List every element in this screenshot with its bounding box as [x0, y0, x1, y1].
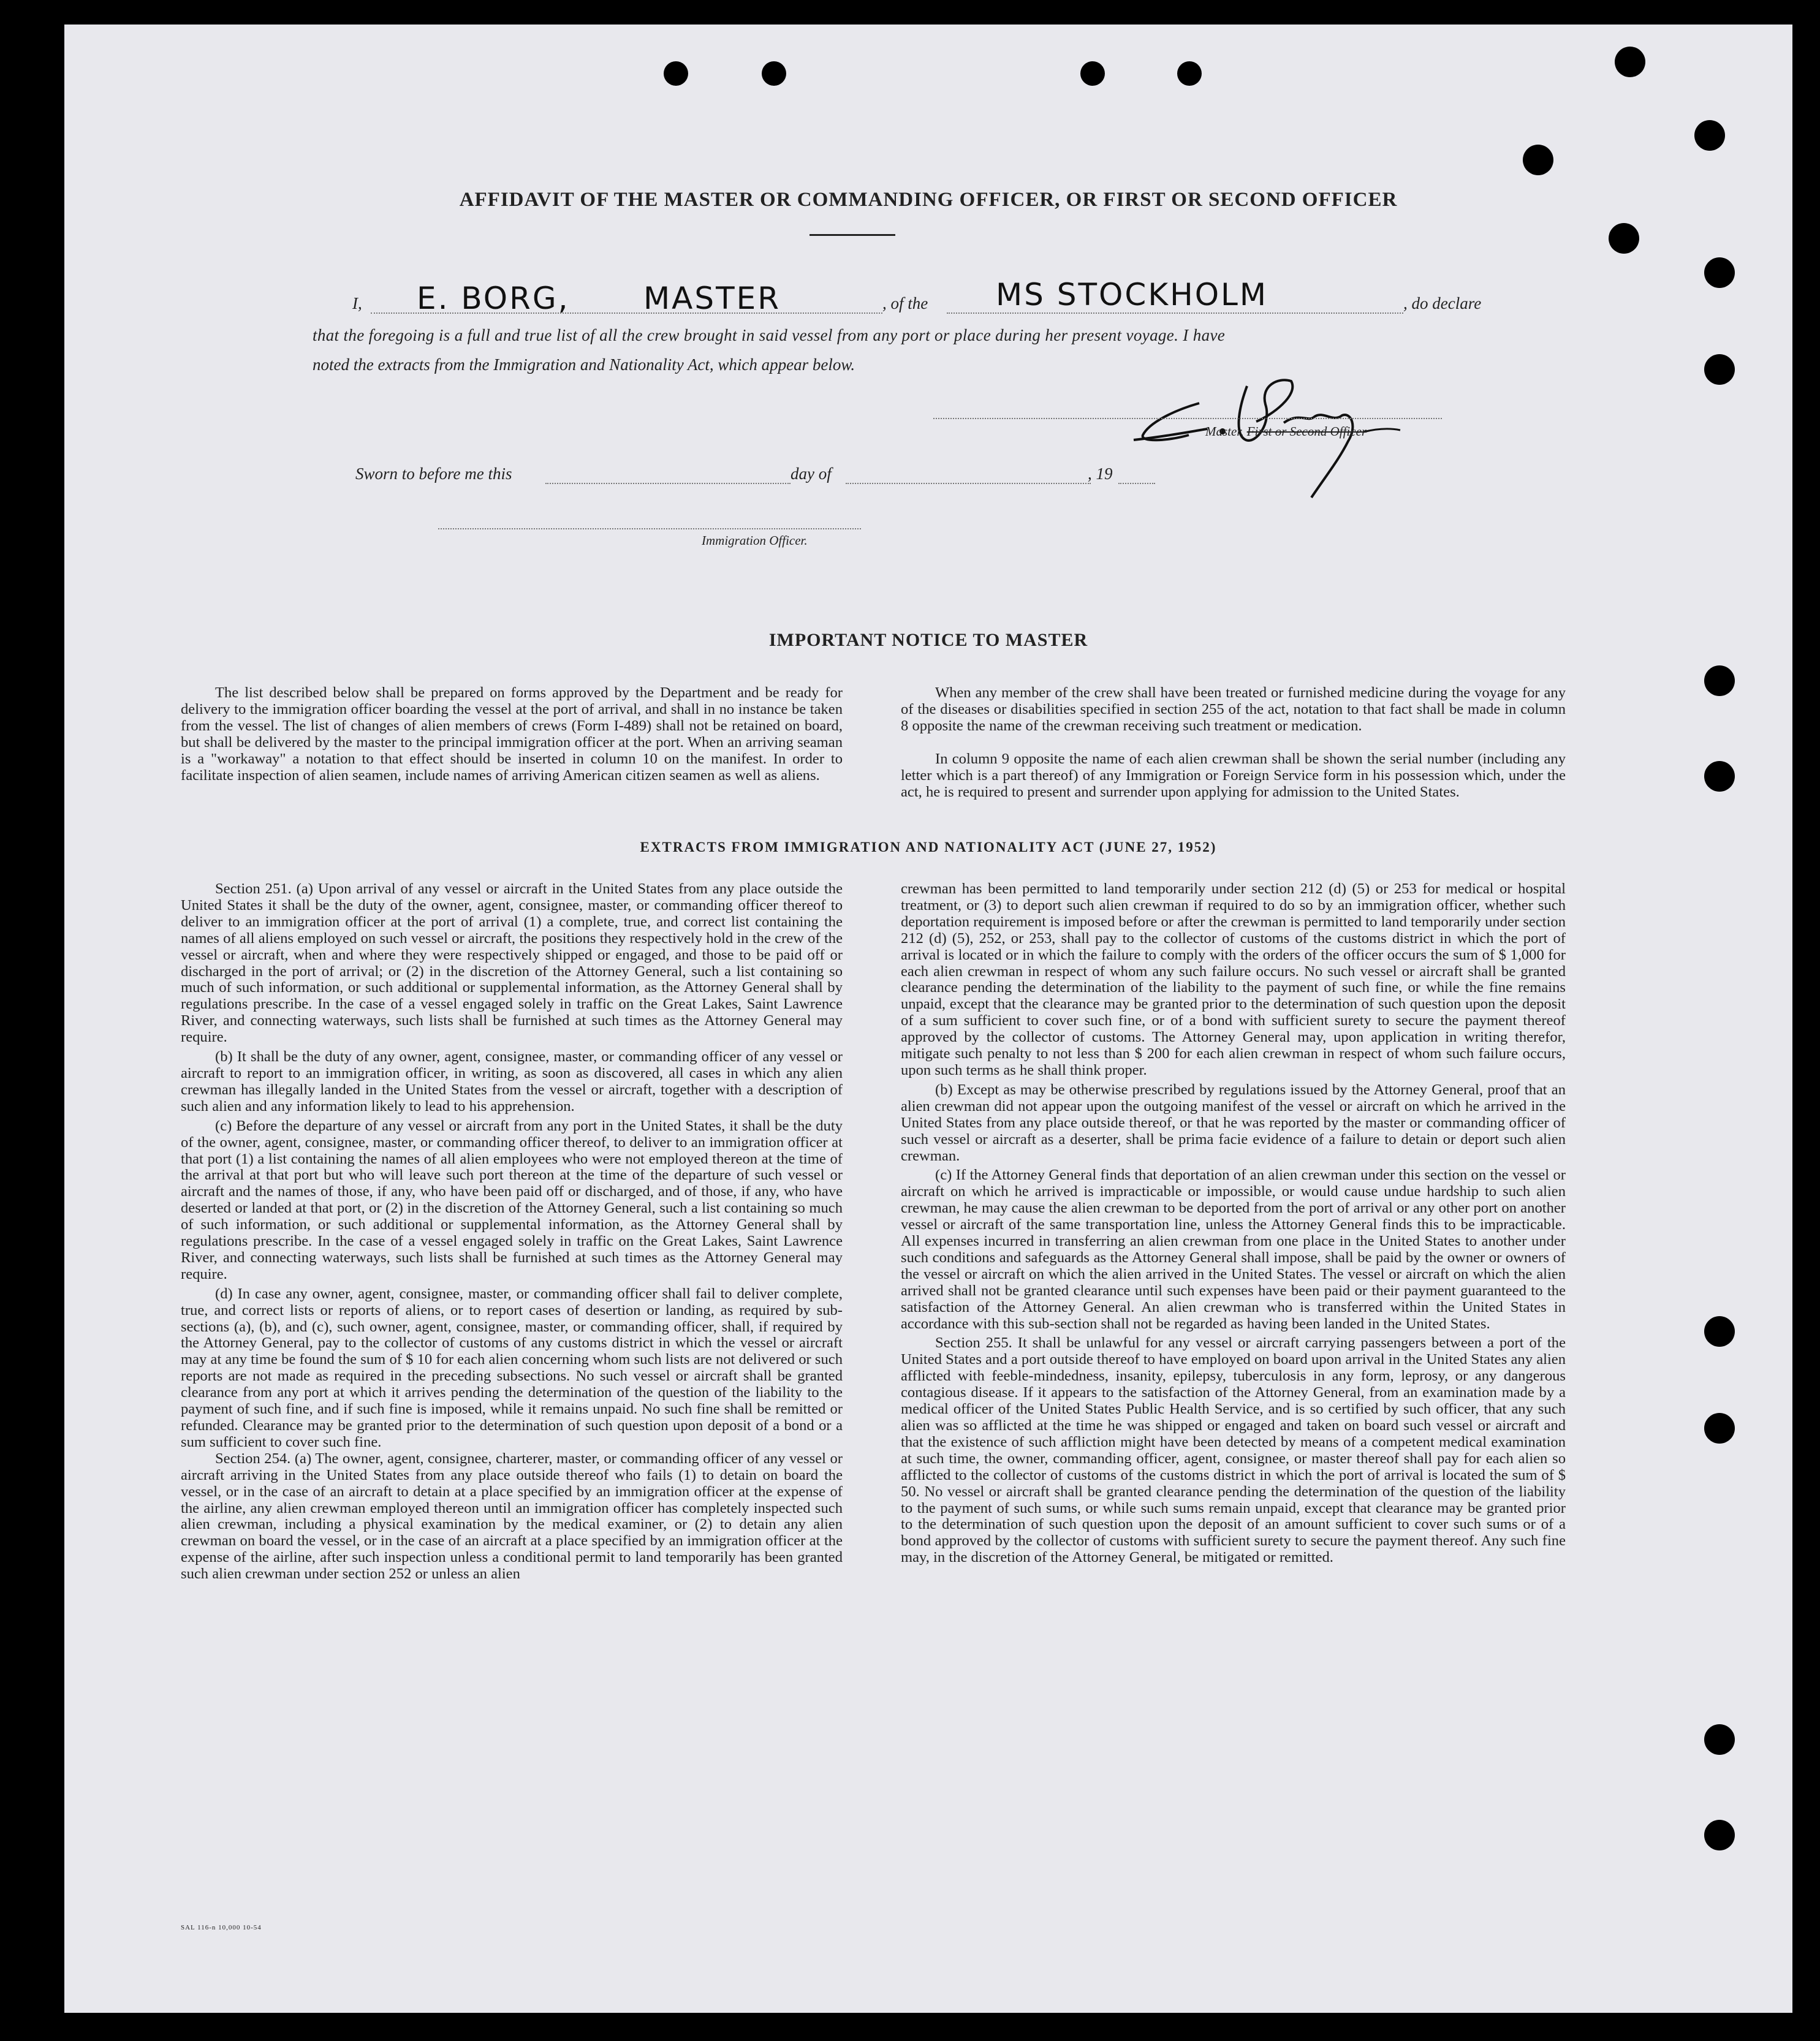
extracts-right-column [901, 881, 1566, 1566]
master-label: Master, [1205, 424, 1244, 439]
punch-hole [1523, 145, 1553, 175]
punch-hole [664, 61, 688, 86]
section-255: Section 255. It shall be unlawful for any vessel or aircraft carrying passengers between a port of the United States and a port outside thereof to have employed on board upon arrival in the United States any alien afflicted with feeble-mindedness, insanity, epilepsy, tuberculosis in any form, leprosy, or any dangerous contagious disease. If it appears to the satisfaction of the Attorney General, from an examination made by a medical officer of the United States Public Health Service, and is so certified by such officer, that any such alien was so afflicted at the time he was shipped or engaged and taken on board such vessel or aircraft and that the existence of such affliction might have been detected by means of a competent medical examination at such time, the owner, commanding officer, agent, consignee, or master thereof shall pay for each alien so afflicted to the collector of customs of the customs district in which the port of arrival is located the sum of $ 50. No vessel or aircraft shall be granted clearance pending the determination of the question of the liability to the payment of such sums, or while such sums remain unpaid, except that clearance may be granted prior to the determination of such question upon the deposit of an amount sufficient to cover such sums or of a bond approved by the collector of customs with sufficient surety to secure the payment thereof. Any such fine may, in the discretion of the Attorney General, be mitigated or remitted. [901, 1335, 1566, 1566]
immigration-officer-label: Immigration Officer. [702, 533, 808, 548]
declaration-prefix: I, [352, 294, 362, 312]
extracts-left-column [181, 881, 843, 1583]
punch-hole [1080, 61, 1105, 86]
section-254-a: Section 254. (a) The owner, agent, consignee, charterer, master, or commanding officer of any vessel or aircraft arriving in the United States from any place outside thereof who fails (1) to detain on board the vessel, or in the case of an aircraft to detain at a place specified by an immigration officer at the expense of the airline, any alien crewman employed thereon until an immigration officer has completely inspected such alien crewman, including a physical examination by the medical examiner, or (2) to detain any alien crewman on board the vessel, or in the case of an aircraft at a place specified by an immigration officer at the expense of the airline, after such inspection unless a conditional permit to land temporarily has been granted such alien crewman under section 252 or unless an alien [181, 1450, 843, 1583]
struck-officer-label: First or Second Officer [1246, 424, 1367, 439]
do-declare-label: , do declare [1403, 294, 1482, 312]
signature-caption [1205, 424, 1367, 439]
punch-hole [1704, 354, 1735, 385]
punch-hole [1704, 761, 1735, 792]
punch-hole [1704, 1724, 1735, 1755]
punch-hole [1704, 1820, 1735, 1850]
sworn-month-line [846, 483, 1091, 484]
handwritten-title: MASTER [643, 281, 781, 316]
punch-hole [1609, 223, 1639, 254]
punch-hole [1704, 257, 1735, 288]
vessel-field-line [947, 312, 1403, 314]
title-rule [810, 234, 895, 236]
section-254-c: (c) If the Attorney General finds that deportation of an alien crewman under this section on the vessel or aircraft on which he arrived is impracticable or impossible, or would cause undue hardship to such alien crewman, he may cause the alien crewman to be deported from the port of arrival or any other port on another vessel or aircraft of the same transportation line, unless the Attorney General finds this to be impracticable. All expenses incurred in transferring an alien crewman from one place in the United States to another under such conditions and safeguards as the Attorney General shall impose, shall be paid by the owner or owners of the vessel or aircraft on which the alien arrived in the United States. The vessel or aircraft on which the alien arrived shall not be granted clearance until such expenses have been paid or their payment guaranteed to the satisfaction of the Attorney General. An alien crewman who is transferred within the United States in accordance with this sub-section shall not be regarded as having been landed in the United States. [901, 1167, 1566, 1332]
handwritten-name: E. BORG, [417, 281, 570, 316]
immigration-officer-line [438, 528, 861, 529]
affidavit-title: AFFIDAVIT OF THE MASTER OR COMMANDING OFFICER, OR FIRST OR SECOND OFFICER [459, 189, 1398, 211]
of-the-label: , of the [882, 294, 928, 312]
document-page [64, 25, 1792, 2013]
punch-hole [1704, 1413, 1735, 1444]
punch-hole [1177, 61, 1202, 86]
signature-line [933, 418, 1442, 419]
notice-title: IMPORTANT NOTICE TO MASTER [768, 630, 1088, 650]
declaration-line-3: noted the extracts from the Immigration and Nationality Act, which appear below. [313, 355, 855, 374]
section-251-b: (b) It shall be the duty of any owner, agent, consignee, master, or commanding officer of any vessel or aircraft to report to an immigration officer, in writing, as soon as discovered, all cases in which any alien crewman has illegally landed in the United States from the vessel or aircraft, together with a description of such alien and any information likely to lead to his apprehension. [181, 1048, 843, 1115]
punch-hole [1704, 665, 1735, 696]
section-254-b: (b) Except as may be otherwise prescribed by regulations issued by the Attorney General, proof that an alien crewman did not appear upon the outgoing manifest of the vessel or aircraft on which he arrived in the United States from any place outside thereof, or that he was reported by the master or commanding officer of such vessel or aircraft as a deserter, shall be prima facie evidence of a failure to detain or deport such alien crewman. [901, 1081, 1566, 1164]
notice-right-paragraph-2: In column 9 opposite the name of each alien crewman shall be shown the serial number (including any letter which is a part thereof) of any Immigration or Foreign Service form in his possession which, under the act, he is required to present and surrender upon applying for admission to the United States. [901, 751, 1566, 800]
punch-hole [1704, 1316, 1735, 1347]
punch-hole [762, 61, 786, 86]
sworn-date-line [545, 483, 791, 484]
section-251-a: Section 251. (a) Upon arrival of any vessel or aircraft in the United States from any place outside the United States it shall be the duty of the owner, agent, consignee, master, or commanding officer thereof to deliver to an immigration officer at the port of arrival (1) a complete, true, and correct list containing the names of all aliens employed on such vessel or aircraft, the positions they respectively hold in the crew of the vessel or aircraft, when and where they were respectively shipped or engaged, and those to be paid off or discharged in the port of arrival; or (2) in the discretion of the Attorney General, such a list containing so much of such information, or such additional or supplemental information, as the Attorney General shall by regulations prescribe. In the case of a vessel engaged solely in traffic on the Great Lakes, Saint Lawrence River, and connecting waterways, such lists shall be furnished at such times as the Attorney General may require. [181, 880, 843, 1046]
punch-hole [1694, 120, 1725, 151]
declaration-line-2: that the foregoing is a full and true list of all the crew brought in said vessel from any port or place during her present voyage. I have [313, 326, 1226, 344]
handwritten-vessel: MS STOCKHOLM [996, 277, 1268, 312]
day-of-label: day of [791, 464, 832, 483]
sworn-text: Sworn to before me this [355, 464, 512, 483]
notice-left-paragraph: The list described below shall be prepared on forms approved by the Department and be ready for delivery to the immigration officer boarding the vessel at the port of arrival, and shall in no instance be taken from the vessel. The list of changes of alien members of crews (Form I-489) shall not be retained on board, but shall be delivered by the master to the principal immigration officer at the port. When an arriving seaman is a "workaway" a notation to that effect should be inserted in column 10 on the manifest. In order to facilitate inspection of alien seamen, include names of arriving American citizen seamen as well as aliens. [181, 684, 843, 784]
section-251-d: (d) In case any owner, agent, consignee, master, or commanding officer shall fail to deliver complete, true, and correct lists or reports of aliens, or to report cases of desertion or landing, as required by sub-sections (a), (b), and (c), such owner, agent, consignee, master, or commanding officer, shall, if required by the Attorney General, pay to the collector of customs of any customs district in which the vessel or aircraft may at any time be found the sum of $ 10 for each alien concerning whom such lists are not delivered or such reports are not made as required in the preceding subsections. No such vessel or aircraft shall be granted clearance from any port at which it arrives pending the determination of the question of the liability to the payment of such fine, and if such fine is imposed, while it remains unpaid. No such fine shall be remitted or refunded. Clearance may be granted prior to the determination of such question upon deposit of a bond or a sum sufficient to cover such fine. [181, 1285, 843, 1450]
year-prefix: , 19 [1088, 464, 1113, 483]
extracts-title: EXTRACTS FROM IMMIGRATION AND NATIONALITY ACT (JUNE 27, 1952) [640, 839, 1217, 855]
section-251-c: (c) Before the departure of any vessel or aircraft from any port in the United States, it shall be the duty of the owner, agent, consignee, master, or commanding officer thereof, to deliver to an immigration officer at that port (1) a list containing the names of all alien employees who were not employed thereon at the time of the arrival at that port but who will leave such port thereon at the time of the departure of such vessel or aircraft and the names of those, if any, who have been paid off or discharged, and of those, if any, who have deserted or landed at that port, or (2) in the discretion of the Attorney General, such a list containing so much of such information, or such additional or supplemental information, as the Attorney General shall by regulations prescribe. In the case of a vessel engaged solely in traffic on the Great Lakes, Saint Lawrence River, and connecting waterways, such lists shall be furnished at such times as the Attorney General may require. [181, 1117, 843, 1282]
section-254-a-continued: crewman has been permitted to land temporarily under section 212 (d) (5) or 253 for medical or hospital treatment, or (3) to deport such alien crewman if required to do so by an immigration officer, whether such deportation requirement is imposed before or after the crewman is permitted to land temporarily under section 212 (d) (5), 252, or 253, shall pay to the collector of customs of the customs district in which the port of arrival is located or in which the failure to comply with the orders of the officer occurs the sum of $ 1,000 for each alien crewman in respect of whom any such failure occurs. No such vessel or aircraft shall be granted clearance pending the determination of the liability to the payment of such fine, or while the fine remains unpaid, except that the clearance may be granted prior to the determination of such question upon the deposit of a sum sufficient to cover such fine, or of a bond with sufficient surety to secure the payment thereof approved by the collector of customs. The Attorney General may, upon application in writing therefor, mitigate such penalty to not less than $ 200 for each alien crewman in respect of whom such failure occurs, upon such terms as he shall think proper. [901, 880, 1566, 1078]
punch-hole [1615, 47, 1645, 77]
form-number-footer: SAL 116-n 10,000 10-54 [181, 1924, 262, 1931]
notice-right-paragraph-1: When any member of the crew shall have been treated or furnished medicine during the voyage for any of the diseases or disabilities specified in section 255 of the act, notation to that fact shall be made in column 8 opposite the name of the crewman receiving such treatment or medication. [901, 684, 1566, 734]
sworn-year-line [1118, 483, 1155, 484]
